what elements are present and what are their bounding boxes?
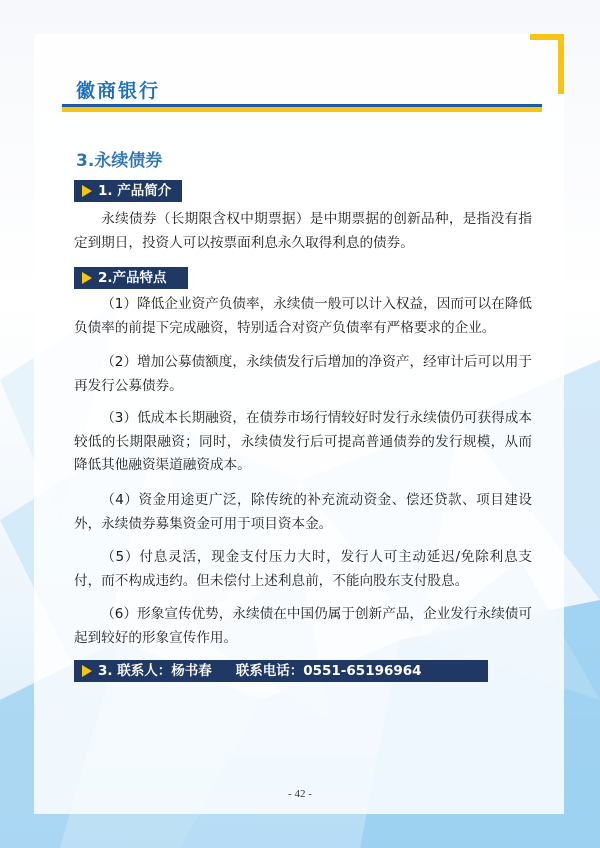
page-number: - 42 - bbox=[288, 788, 312, 800]
features-heading bbox=[74, 267, 188, 289]
feature-item: （3）低成本长期融资，在债券市场行情较好时发行永续债仍可获得成本较低的长期限融资；同时，永续债发行后可提高普通债券的发行规模，从而降低其他融资渠道融资成本。 bbox=[74, 410, 532, 473]
corner-accent-vertical bbox=[558, 34, 564, 94]
feature-item: （6）形象宣传优势，永续债在中国仍属于创新产品，企业发行永续债可起到较好的形象宣传作用。 bbox=[74, 606, 532, 646]
contact-phone: 联系电话：0551-65196964 bbox=[235, 663, 422, 679]
triangle-bullet-icon bbox=[82, 272, 92, 284]
section-title: 3.永续债券 bbox=[76, 151, 163, 171]
product-intro-label: 1. 产品简介 bbox=[98, 183, 172, 199]
triangle-bullet-icon bbox=[82, 665, 92, 677]
product-intro-heading bbox=[74, 180, 182, 202]
bank-name: 徽商银行 bbox=[76, 80, 161, 102]
features-label: 2.产品特点 bbox=[98, 270, 167, 286]
feature-item: （2）增加公募债额度，永续债发行后增加的净资产，经审计后可以用于再发行公募债券。 bbox=[74, 354, 532, 394]
contact-heading bbox=[74, 660, 488, 682]
feature-item: （4）资金用途更广泛，除传统的补充流动资金、偿还贷款、项目建设外，永续债券募集资金可用于项目资本金。 bbox=[74, 492, 532, 532]
triangle-bullet-icon bbox=[82, 185, 92, 197]
feature-item: （5）付息灵活，现金支付压力大时，发行人可主动延迟/免除利息支付，而不构成违约。但未偿付上述利息前，不能向股东支付股息。 bbox=[74, 549, 532, 589]
feature-item: （1）降低企业资产负债率，永续债一般可以计入权益，因而可以在降低负债率的前提下完成融资，特别适合对资产负债率有严格要求的企业。 bbox=[74, 296, 532, 336]
contact-person: 3. 联系人：杨书春 bbox=[98, 663, 212, 679]
header-rule-yellow bbox=[62, 107, 542, 112]
product-intro-text: 永续债券（长期限含权中期票据）是中期票据的创新品种，是指没有指定到期日，投资人可以按票面利息永久取得利息的债券。 bbox=[74, 211, 532, 251]
